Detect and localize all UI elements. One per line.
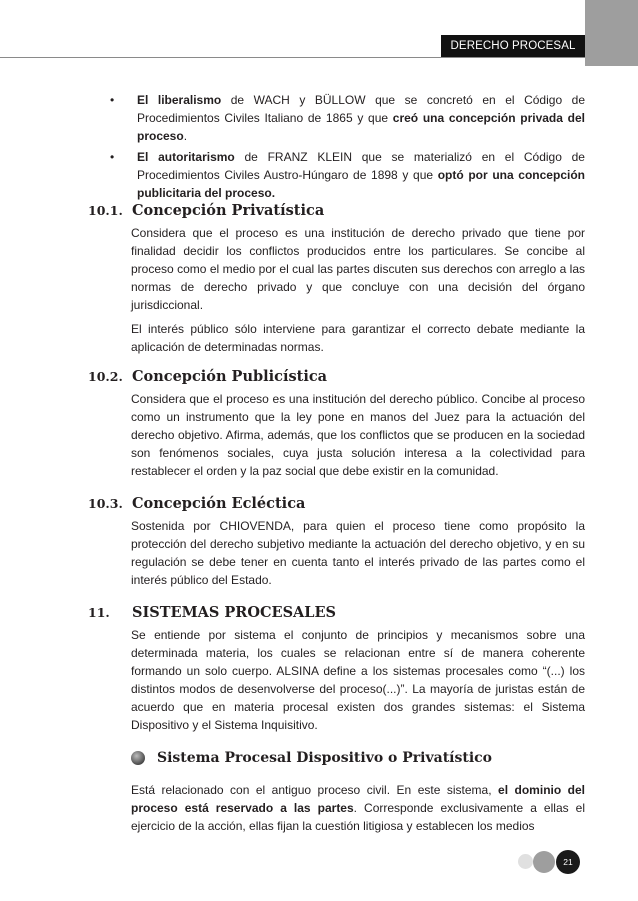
subsection-title: Sistema Procesal Dispositivo o Privatístico (157, 750, 493, 766)
section-10-2 (88, 366, 585, 486)
running-header: DERECHO PROCESAL CIVIL (441, 35, 585, 57)
bullet-disc-icon (131, 751, 145, 765)
bullet-term: El liberalismo (137, 93, 222, 107)
bullet-item-autoritarismo (110, 148, 585, 202)
section-number: 11. (88, 605, 110, 620)
bullet-text: de WACH y BÜLLOW que se concretó en el Código de Procedimientos Civiles Italiano de 1865 y que (137, 93, 585, 125)
section-number: 10.1. (88, 203, 123, 218)
section-10-3 (88, 493, 585, 595)
section-number: 10.2. (88, 369, 123, 384)
section-11 (88, 602, 585, 740)
paragraph: Sostenida por CHIOVENDA, para quien el proceso tiene como propósito la protección del derecho subjetivo mediante la actuación del derecho objetivo, y en su regulación se debe tener en cuenta tanto el interés privado de las partes como el interés público del Estado. (131, 519, 585, 587)
section-body (131, 390, 585, 480)
section-number: 10.3. (88, 496, 123, 511)
footer-circle-light (518, 854, 533, 869)
bullet-text: de FRANZ KLEIN que se materializó en el Código de Procedimientos Civiles Austro-Húngaro de 1898 y que (137, 150, 585, 182)
paragraph-emphasis: el dominio del proceso está reservado a las partes (131, 783, 586, 815)
section-heading (88, 366, 585, 388)
bullet-marker: • (110, 93, 115, 107)
bullet-marker: • (110, 150, 115, 164)
paragraph (131, 781, 585, 835)
section-heading (88, 493, 585, 515)
section-body (131, 626, 585, 734)
bullet-emphasis: optó por una concepción publicitaria del proceso. (137, 168, 585, 200)
paragraph: Considera que el proceso es una institución del derecho público. Concibe al proceso como un instrumento que la ley pone en manos del Juez para la actuación del derecho objetivo. Afirma, además, que los conflictos que se producen en la sociedad son fenómenos sociales, cuya justa solución interesa a la colectividad para restablecer el orden y la paz social que debe existir en la comunidad. (131, 392, 585, 478)
corner-tab (585, 0, 638, 66)
bullet-item-liberalismo (110, 91, 585, 145)
section-10-1 (88, 200, 585, 362)
paragraph-text: Está relacionado con el antiguo proceso civil. En este sistema, (131, 783, 499, 797)
section-body (131, 517, 585, 589)
paragraph: El interés público sólo interviene para garantizar el correcto debate mediante la aplicación de determinadas normas. (131, 322, 585, 354)
section-title: Concepción Privatística (132, 202, 325, 219)
section-title: Concepción Ecléctica (132, 495, 306, 512)
bullet-term: El autoritarismo (137, 150, 235, 164)
header-rule (0, 57, 585, 58)
section-body (131, 224, 585, 356)
section-heading (88, 602, 585, 624)
bullet-list (110, 91, 585, 205)
section-title: Concepción Publicística (132, 368, 328, 385)
page-number: 21 (556, 850, 580, 874)
paragraph: Considera que el proceso es una institución de derecho privado que tiene por finalidad decidir los conflictos producidos entre los particulares. Se concibe al proceso como el medio por el cual las partes discuten sus derechos con arreglo a las normas de derecho privado y que concluye con una decisión del órgano jurisdiccional. (131, 226, 585, 312)
section-heading (88, 200, 585, 222)
footer-circle-mid (533, 851, 555, 873)
bullet-emphasis: creó una concepción privada del proceso (137, 111, 585, 143)
section-title: SISTEMAS PROCESALES (132, 604, 337, 621)
paragraph: Se entiende por sistema el conjunto de principios y mecanismos sobre una determinada materia, los cuales se relacionan entre sí de manera coherente formando un solo cuerpo. ALSINA define a los sistemas procesales como “(...) los distintos modos de desenvolverse del proceso(...)”. La mayoría de juristas están de acuerdo que en materia procesal existen dos grandes sistemas: el Sistema Dispositivo y el Sistema Inquisitivo. (131, 628, 585, 732)
paragraph-text: . Corresponde exclusivamente a ellas el ejercicio de la acción, ellas fijan la cuestión litigiosa y establecen los medios (131, 801, 585, 833)
bullet-text-end: . (183, 129, 188, 143)
